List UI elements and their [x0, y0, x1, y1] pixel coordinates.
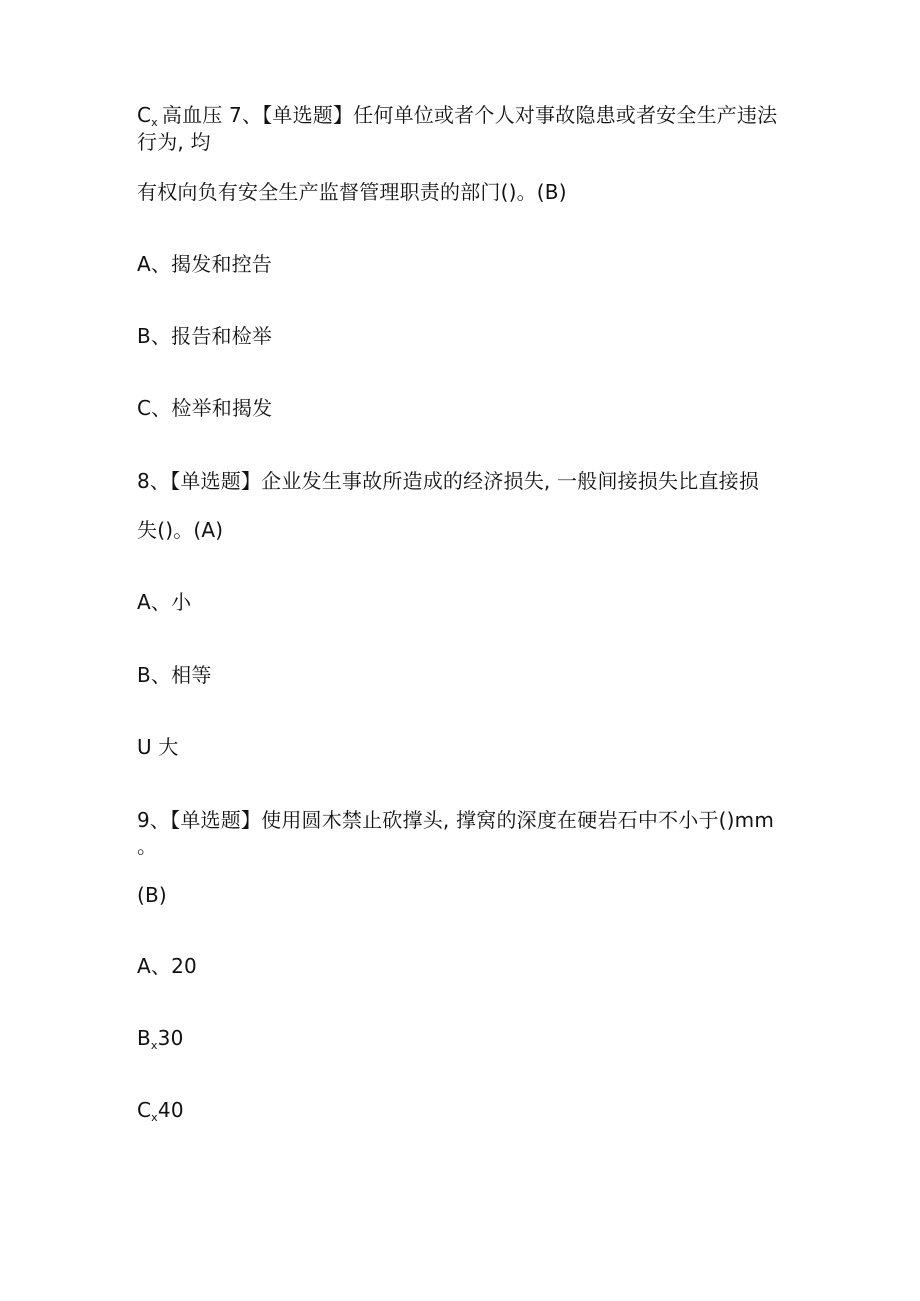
q8-title-line-1: 8、【单选题】企业发生事故所造成的经济损失, 一般间接损失比直接损: [137, 469, 760, 493]
q7-title-line-1: [137, 103, 777, 135]
q9-option-b: [137, 1026, 184, 1058]
q9-title-line-2: 。: [137, 834, 158, 858]
q9-option-c-sub: x: [151, 1111, 158, 1124]
q7-title-line-3: 有权向负有安全生产监督管理职责的部门()。(B): [137, 180, 567, 204]
q7-option-a: A、揭发和控告: [137, 252, 273, 276]
q7-title-text-1: 高血压 7、【单选题】任何单位或者个人对事故隐患或者安全生产违法: [161, 103, 778, 127]
q9-option-a: [137, 954, 197, 978]
q9-title-line-1: 9、【单选题】使用圆木禁止砍撑头, 撑窝的深度在硬岩石中不小于()mm: [137, 808, 775, 832]
q7-prefix-sub: x: [151, 116, 158, 129]
q9-option-a-text: 、20: [150, 954, 197, 978]
q8-option-a: A、小: [137, 590, 192, 614]
q9-option-b-letter: B: [137, 1026, 151, 1050]
q9-option-a-letter: A: [137, 954, 151, 978]
q7-prefix-letter: C: [137, 103, 152, 127]
q9-option-c-text: 40: [157, 1098, 184, 1122]
q7-title-line-2: 行为, 均: [137, 130, 211, 154]
q8-title-line-2: 失()。(A): [137, 518, 224, 542]
q9-option-b-text: 30: [157, 1026, 184, 1050]
q9-answer: (B): [137, 883, 167, 907]
q8-option-b: B、相等: [137, 663, 212, 687]
q9-option-b-sub: x: [150, 1039, 158, 1052]
q9-option-c: [137, 1098, 184, 1130]
q9-option-c-letter: C: [137, 1098, 152, 1122]
q8-option-c: U 大: [137, 735, 179, 759]
q7-option-b: B、报告和检举: [137, 324, 273, 348]
q7-option-c: C、检举和揭发: [137, 396, 273, 420]
